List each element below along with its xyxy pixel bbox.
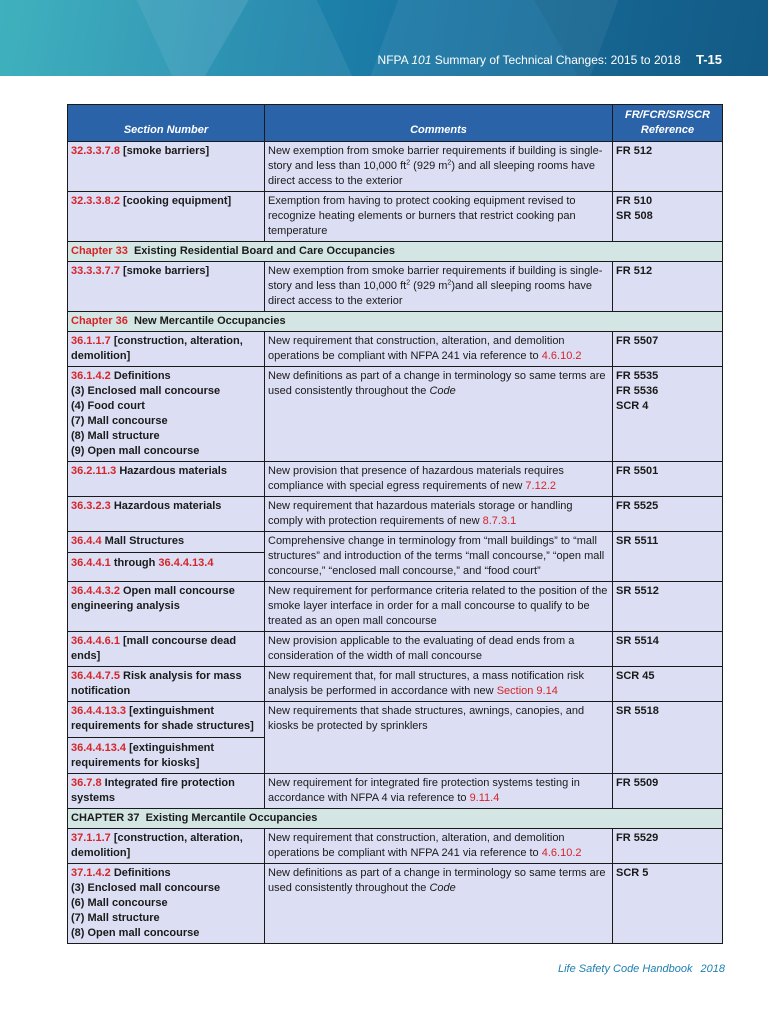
section-cell: 36.4.4.7.5 Risk analysis for mass notification [68, 667, 265, 702]
comment-cell: New requirement that hazardous materials storage or handling comply with protection requirements of new 8.7.3.1 [265, 497, 613, 532]
chapter-row [68, 242, 723, 262]
technical-changes-table [67, 104, 723, 944]
section-number-link[interactable]: 36.1.1.7 [71, 335, 111, 347]
cross-reference-link[interactable]: 9.11.4 [469, 792, 500, 804]
section-number-link[interactable]: 36.4.4.13.4 [158, 557, 214, 569]
section-subcell: 36.4.4.13.4 [extinguishment requirements for kiosks] [68, 737, 264, 771]
section-number-link[interactable]: 36.7.8 [71, 777, 102, 789]
comment-cell: New provision applicable to the evaluating of dead ends from a consideration of the width of mall concourse [265, 632, 613, 667]
comment-cell: New requirement for integrated fire protection systems testing in accordance with NFPA 4 via reference to 9.11.4 [265, 774, 613, 809]
cross-reference-link[interactable]: 4.6.10.2 [541, 350, 582, 362]
column-header-section: Section Number [68, 105, 265, 142]
comment-cell: New definitions as part of a change in terminology so same terms are used consistently throughout the Code [265, 367, 613, 462]
reference-cell: SCR 45 [613, 667, 723, 702]
reference-cell: SR 5511 [613, 532, 723, 582]
table-row [68, 532, 723, 582]
section-number-link[interactable]: 33.3.3.7.7 [71, 265, 120, 277]
comment-cell: New requirement for performance criteria related to the position of the smoke layer interface in order for a mall concourse to qualify to be treated as an open mall concourse [265, 582, 613, 632]
section-cell: 36.2.11.3 Hazardous materials [68, 462, 265, 497]
reference-cell: SR 5514 [613, 632, 723, 667]
section-cell: 36.4.4 Mall Structures 36.4.4.1 through 36.4.4.13.4 [68, 532, 265, 582]
section-cell: 32.3.3.8.2 [cooking equipment] [68, 192, 265, 242]
section-number-link[interactable]: 37.1.1.7 [71, 832, 111, 844]
table-row [68, 702, 723, 774]
table-row [68, 497, 723, 532]
section-number-link[interactable]: 36.4.4.6.1 [71, 635, 120, 647]
reference-cell: FR 510 SR 508 [613, 192, 723, 242]
table-header-row [68, 105, 723, 142]
section-number-link[interactable]: 32.3.3.8.2 [71, 195, 120, 207]
footer-year: 2018 [700, 963, 725, 975]
page-footer [558, 963, 725, 975]
section-cell: 36.7.8 Integrated fire protection systems [68, 774, 265, 809]
reference-cell: FR 512 [613, 142, 723, 192]
comment-cell: New requirement that, for mall structures, a mass notification risk analysis be performed in accordance with new Section 9.14 [265, 667, 613, 702]
table-row [68, 582, 723, 632]
table-row [68, 262, 723, 312]
page-number: T-15 [695, 52, 722, 67]
section-cell: 37.1.4.2 Definitions (3) Enclosed mall concourse (6) Mall concourse (7) Mall structure (8) Open mall concourse [68, 864, 265, 944]
table-row [68, 142, 723, 192]
chapter-row [68, 312, 723, 332]
section-cell: 36.4.4.6.1 [mall concourse dead ends] [68, 632, 265, 667]
section-number-link[interactable]: 36.1.4.2 [71, 370, 111, 382]
cross-reference-link[interactable]: Section 9.14 [496, 685, 558, 697]
comment-cell: Exemption from having to protect cooking equipment revised to recognize heating elements or burners that restrict cooking pan temperature [265, 192, 613, 242]
comment-cell: New exemption from smoke barrier requirements if building is single-story and less than 10,000 $ft^2$ (929 $m^2)and$ all sleeping rooms have direct access to the exterior [265, 262, 613, 312]
reference-cell: FR 5535 FR 5536 SCR 4 [613, 367, 723, 462]
reference-cell: SR 5518 [613, 702, 723, 774]
chapter-heading: Chapter 33 Existing Residential Board and Care Occupancies [68, 242, 723, 262]
reference-cell: FR 512 [613, 262, 723, 312]
section-number-link[interactable]: 36.4.4.1 [71, 557, 111, 569]
cross-reference-link[interactable]: 7.12.2 [525, 480, 556, 492]
table-row [68, 367, 723, 462]
section-cell: 33.3.3.7.7 [smoke barriers] [68, 262, 265, 312]
chapter-heading: CHAPTER 37 Existing Mercantile Occupancies [68, 809, 723, 829]
section-number-link[interactable]: 36.4.4 [71, 535, 102, 547]
comment-cell: Comprehensive change in terminology from “mall buildings” to “mall structures” and introduction of the terms “mall concourse,” “open mall concourse,” “enclosed mall concourse,” and “food court” [265, 532, 613, 582]
section-number-link[interactable]: 37.1.4.2 [71, 867, 111, 879]
section-cell: 32.3.3.7.8 [smoke barriers] [68, 142, 265, 192]
comment-cell: New exemption from smoke barrier requirements if building is single-story and less than 10,000 $ft^2$ (929 $m^2$) and all sleeping rooms have direct access to the exterior [265, 142, 613, 192]
section-number-link[interactable]: 36.4.4.13.3 [71, 705, 127, 717]
reference-cell: FR 5501 [613, 462, 723, 497]
section-cell: 37.1.1.7 [construction, alteration, demolition] [68, 829, 265, 864]
column-header-comments: Comments [265, 105, 613, 142]
section-number-link[interactable]: 36.4.4.7.5 [71, 670, 120, 682]
chapter-row [68, 809, 723, 829]
section-cell: 36.3.2.3 Hazardous materials [68, 497, 265, 532]
cross-reference-link[interactable]: 4.6.10.2 [541, 847, 582, 859]
column-header-reference: FR/FCR/SR/SCR Reference [613, 105, 723, 142]
table-row [68, 667, 723, 702]
section-cell: 36.4.4.13.3 [extinguishment requirements for shade structures] 36.4.4.13.4 [extinguishment requirements for kiosks] [68, 702, 265, 774]
section-number-link[interactable]: 36.3.2.3 [71, 500, 111, 512]
section-cell: 36.1.1.7 [construction, alteration, demolition] [68, 332, 265, 367]
reference-cell: FR 5507 [613, 332, 723, 367]
table-row [68, 332, 723, 367]
table-row [68, 462, 723, 497]
reference-cell: FR 5509 [613, 774, 723, 809]
table-row [68, 774, 723, 809]
comment-cell: New requirements that shade structures, awnings, canopies, and kiosks be protected by sprinklers [265, 702, 613, 774]
table-row [68, 192, 723, 242]
comment-cell: New requirement that construction, alteration, and demolition operations be compliant with NFPA 241 via reference to 4.6.10.2 [265, 829, 613, 864]
footer-book-title: Life Safety Code Handbook [557, 963, 693, 975]
chapter-heading: Chapter 36 New Mercantile Occupancies [68, 312, 723, 332]
table-row [68, 829, 723, 864]
header-banner [0, 0, 768, 76]
reference-cell: FR 5525 [613, 497, 723, 532]
comment-cell: New requirement that construction, alteration, and demolition operations be compliant with NFPA 241 via reference to 4.6.10.2 [265, 332, 613, 367]
section-number-link[interactable]: 32.3.3.7.8 [71, 145, 120, 157]
running-head [378, 52, 722, 67]
section-number-link[interactable]: 36.4.4.13.4 [71, 742, 127, 754]
section-number-link[interactable]: 36.2.11.3 [71, 465, 117, 477]
reference-cell: SCR 5 [613, 864, 723, 944]
comment-cell: New provision that presence of hazardous materials requires compliance with special egress requirements of new 7.12.2 [265, 462, 613, 497]
section-subcell: 36.4.4.1 through 36.4.4.13.4 [68, 552, 264, 571]
reference-cell: FR 5529 [613, 829, 723, 864]
table-row [68, 632, 723, 667]
section-cell: 36.1.4.2 Definitions (3) Enclosed mall concourse (4) Food court (7) Mall concourse (8) Mall structure (9) Open mall concourse [68, 367, 265, 462]
reference-cell: SR 5512 [613, 582, 723, 632]
comment-cell: New definitions as part of a change in terminology so same terms are used consistently throughout the Code [265, 864, 613, 944]
cross-reference-link[interactable]: 8.7.3.1 [482, 515, 517, 527]
section-number-link[interactable]: 36.4.4.3.2 [71, 585, 120, 597]
table-row [68, 864, 723, 944]
running-head-title: NFPA 101 Summary of Technical Changes: 2015 to 2018 [377, 53, 681, 67]
section-cell: 36.4.4.3.2 Open mall concourse engineering analysis [68, 582, 265, 632]
